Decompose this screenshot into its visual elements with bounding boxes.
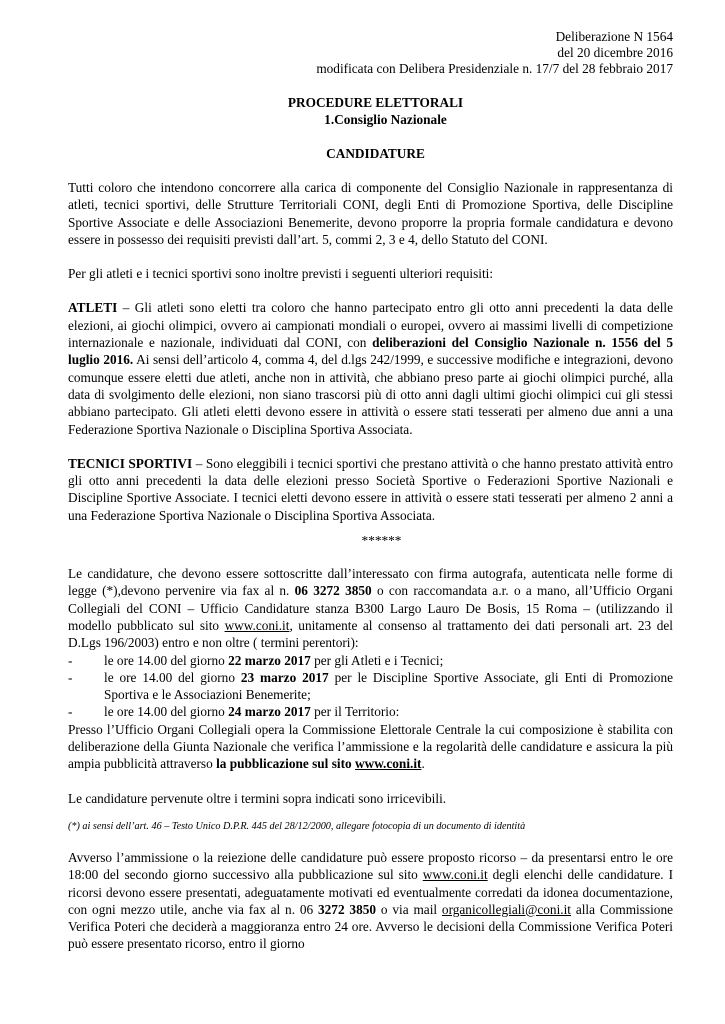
submission-paragraph	[68, 565, 673, 651]
deadline-pre: le ore 14.00 del giorno	[104, 669, 241, 685]
deliberation-date: del 20 dicembre 2016	[557, 45, 673, 60]
deadline-date: 24 marzo 2017	[228, 704, 311, 720]
commission-bold: la pubblicazione sul sito	[216, 756, 355, 772]
commission-paragraph	[68, 721, 673, 773]
appeal-text-2: degli elenchi delle candidature. I ricorsi devono essere presentati, adeguatamente motivati ed eventualmente corredati da idonea documentazione, con ogni mezzo utile, anche via fax al n. 06	[68, 867, 673, 917]
deadline-pre: le ore 14.00 del giorno	[104, 652, 229, 668]
atleti-paragraph	[68, 299, 673, 437]
deadline-item-atleti	[68, 652, 673, 669]
coni-site-link[interactable]: www.coni.it	[224, 617, 290, 633]
submission-fax: 06 3272 3850	[294, 583, 372, 599]
commission-end: .	[421, 756, 425, 772]
document-titles	[68, 94, 673, 128]
deadline-list	[68, 652, 673, 721]
deadline-dash: -	[68, 669, 73, 685]
submission-text-1: Le candidature, che devono essere sottoscritte dall’interessato con firma autografa, autenticata nelle forme di legge (*),devono pervenire via fax al n.	[68, 566, 673, 599]
deadline-date: 22 marzo 2017	[228, 652, 311, 668]
atleti-text-2: Ai sensi dell’articolo 4, comma 4, del d.lgs 242/1999, e successive modifiche e integrazioni, devono comunque essere eletti due atleti, anche non in attività, che abbiano preso parte ai giochi olimpici purché, alla data di svolgimento delle elezioni, non siano trascorsi più di otto anni dagli ultimi giochi olimpici cui gli stessi abbiano partecipato. Gli atleti eletti devono essere in attività o essere stati tesserati per almeno due anni a una Federazione Sportiva Nazionale o Disciplina Sportiva Associata.	[68, 352, 673, 437]
commission-text: Presso l’Ufficio Organi Collegiali opera la Commissione Elettorale Centrale la cui composizione è stabilita con deliberazione della Giunta Nazionale che verifica l’ammissione e la regolarità delle candidature e assicura la più ampia pubblicità attraverso	[68, 721, 673, 772]
section-title: CANDIDATURE	[326, 146, 425, 161]
email-link[interactable]: organicollegiali@coni.it	[441, 901, 571, 917]
deadline-dash: -	[68, 652, 73, 668]
atleti-deliberation: deliberazioni del Consiglio Nazionale n. 1556 del 5 luglio 2016.	[68, 335, 673, 368]
document-header	[68, 29, 673, 77]
deadline-date: 23 marzo 2017	[240, 669, 329, 685]
deadline-post: per il Territorio:	[310, 704, 400, 720]
appeal-site-link[interactable]: www.coni.it	[422, 867, 488, 883]
tecnici-label: TECNICI SPORTIVI	[68, 455, 193, 471]
deadline-dash: -	[68, 704, 73, 720]
atleti-label: ATLETI	[68, 300, 118, 316]
deadline-text	[104, 669, 673, 704]
deadline-item-discipline	[68, 669, 673, 704]
commission-site-link[interactable]: www.coni.it	[354, 756, 422, 772]
modification-note: modificata con Delibera Presidenziale n. 17/7 del 28 febbraio 2017	[316, 61, 673, 76]
intro-paragraph: Tutti coloro che intendono concorrere alla carica di componente del Consiglio Nazionale in rappresentanza di atleti, tecnici sportivi, delle Strutture Territoriali CONI, degli Enti di Promozione Sportiva, delle Discipline Sportive Associate e delle Associazioni Benemerite, devono proporre la propria formale candidatura e devono essere in possesso dei requisiti previsti dall’art. 5, commi 2, 3 e 4, dello Statuto del CONI.	[68, 180, 673, 247]
appeal-text-4: alla Commissione Verifica Poteri che deciderà a maggioranza entro 24 ore. Avverso le decisioni della Commissione Verifica Poteri può essere presentato ricorso, entro il giorno	[68, 901, 673, 952]
deadline-item-territorio	[68, 703, 673, 720]
late-submissions-note: Le candidature pervenute oltre i termini sopra indicati sono irricevibili.	[68, 790, 447, 806]
deadline-post: per le Discipline Sportive Associate, gli Enti di Promozione Sportiva e le Associazioni Benemerite;	[104, 669, 673, 703]
footnote: (*) ai sensi dell’art. 46 – Testo Unico D.P.R. 445 del 28/12/2000, allegare fotocopia di un documento di identità	[68, 820, 526, 832]
sub-title: 1.Consiglio Nazionale	[324, 112, 447, 127]
separator-stars: ******	[361, 533, 402, 549]
main-title: PROCEDURE ELETTORALI	[287, 95, 464, 110]
deadline-text	[104, 703, 673, 720]
appeal-text-3: o via mail	[376, 901, 442, 917]
appeal-paragraph	[68, 849, 673, 953]
deadline-pre: le ore 14.00 del giorno	[104, 704, 229, 720]
atleti-text-1: – Gli atleti sono eletti tra coloro che hanno partecipato entro gli otto anni precedenti la data delle elezioni, ai giochi olimpici, ovvero ai campionati mondiali o europei, ovvero ai massimi livelli di competizione internazionale e nazionale, individuati dal CONI, con	[68, 300, 673, 351]
submission-text-2: o con raccomandata a.r. o a mano, all’Ufficio Organi Collegiali del CONI – Ufficio Candidature stanza B300 Largo Lauro De Bosis, 15 Roma – (utilizzando il modello pubblicato sul sito	[68, 583, 674, 633]
requirements-intro: Per gli atleti e i tecnici sportivi sono inoltre previsti i seguenti ulteriori requisiti:	[68, 266, 494, 282]
tecnici-text: – Sono eleggibili i tecnici sportivi che prestano attività o che hanno prestato attività entro gli otto anni precedenti la data delle elezioni presso Società Sportive o Federazioni Sportive Nazionali e Discipline Sportive Associate. I tecnici eletti devono essere in attività o essere stati tesserati per almeno 2 anni a una Federazione Sportiva Nazionale o Disciplina Sportiva Associata.	[68, 455, 673, 523]
deadline-text	[104, 652, 673, 669]
appeal-fax: 3272 3850	[318, 901, 377, 917]
tecnici-paragraph	[68, 455, 673, 524]
deliberation-number: Deliberazione N 1564	[555, 29, 673, 44]
deadline-post: per gli Atleti e i Tecnici;	[310, 652, 444, 668]
submission-text-3: , unitamente al consenso al trattamento dei dati personali art. 23 del D.Lgs 196/2003) entro e non oltre ( termini perentori):	[68, 617, 673, 651]
appeal-text-1: Avverso l’ammissione o la reiezione delle candidature può essere proposto ricorso – da presentarsi entro le ore 18:00 del secondo giorno successivo alla pubblicazione sul sito	[68, 849, 673, 883]
